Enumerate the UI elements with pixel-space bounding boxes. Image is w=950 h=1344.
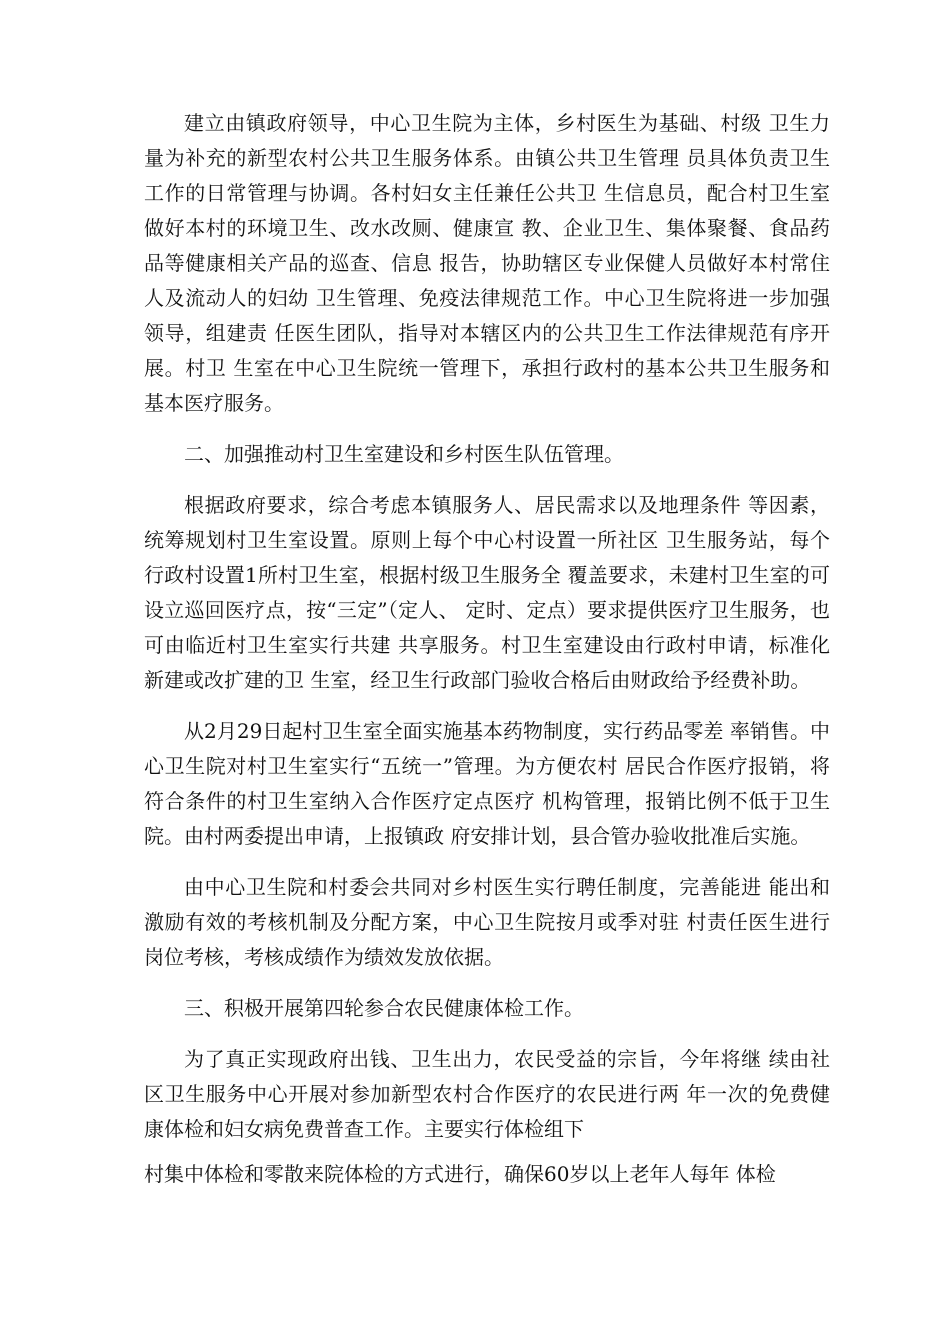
paragraph-clinic-planning: 根据政府要求，综合考虑本镇服务人、居民需求以及地理条件 等因素，统筹规划村卫生室设置。原则上每个中心村设置一所社区 卫生服务站，每个行政村设置1所村卫生室，根据村级卫生服务全 覆盖要求，未建村卫生室的可设立巡回医疗点，按“三定”（定人、 定时、定点）要求提供医疗卫生服务，也可由临近村卫生室实行共建 共享服务。村卫生室建设由行政村申请，标准化新建或改扩建的卫 生室，经卫生行政部门验收合格后由财政给予经费补助。 [144,493,830,692]
document-page [144,106,830,1208]
paragraph-health-checkup: 为了真正实现政府出钱、卫生出力，农民受益的宗旨，今年将继 续由社区卫生服务中心开展对参加新型农村合作医疗的农民进行两 年一次的免费健康体检和妇女病免费普查工作。主要实行体检组下 [144,1047,830,1141]
paragraph-health-checkup-continued: 村集中体检和零散来院体检的方式进行，确保60岁以上老年人每年 体检 [144,1162,776,1186]
paragraph-doctor-appointment: 由中心卫生院和村委会共同对乡村医生实行聘任制度，完善能进 能出和激励有效的考核机制及分配方案，中心卫生院按月或季对驻 村责任医生进行岗位考核，考核成绩作为绩效发放依据。 [144,875,830,969]
section-heading-three: 三、积极开展第四轮参合农民健康体检工作。 [184,996,584,1020]
section-heading-two: 二、加强推动村卫生室建设和乡村医生队伍管理。 [184,442,624,466]
paragraph-essential-drugs: 从2月29日起村卫生室全面实施基本药物制度，实行药品零差 率销售。中心卫生院对村卫生室实行“五统一”管理。为方便农村 居民合作医疗报销，将符合条件的村卫生室纳入合作医疗定点医疗 机构管理，报销比例不低于卫生院。由村两委提出申请，上报镇政 府安排计划，县合管办验收批准后实施。 [144,719,830,848]
paragraph-public-health-system: 建立由镇政府领导，中心卫生院为主体，乡村医生为基础、村级 卫生力量为补充的新型农村公共卫生服务体系。由镇公共卫生管理 员具体负责卫生工作的日常管理与协调。各村妇女主任兼任公共卫 生信息员，配合村卫生室做好本村的环境卫生、改水改厕、健康宣 教、企业卫生、集体聚餐、食品药品等健康相关产品的巡查、信息 报告，协助辖区专业保健人员做好本村常住人及流动人的妇幼 卫生管理、免疫法律规范工作。中心卫生院将进一步加强领导，组建责 任医生团队，指导对本辖区内的公共卫生工作法律规范有序开展。村卫 生室在中心卫生院统一管理下，承担行政村的基本公共卫生服务和 基本医疗服务。 [144,111,830,415]
